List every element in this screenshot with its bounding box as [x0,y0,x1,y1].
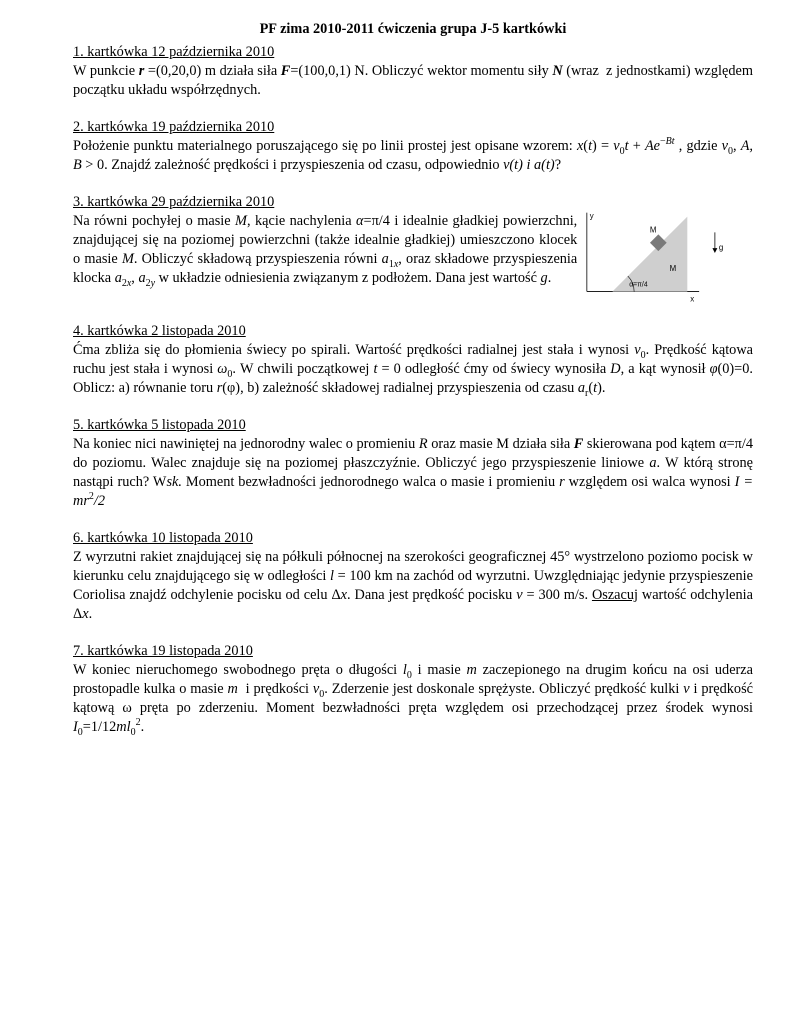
task-heading: 1. kartkówka 12 października 2010 [73,44,275,60]
task-body: Ćma zbliża się do płomienia świecy po spirali. Wartość prędkości radialnej jest stała i wynosi $v_0$. Prędkość kątowa ruchu jest stała i wynosi $\omega_0$. W chwili początkowej t = 0 odległość ćmy od świecy wynosiła D, a kąt wynosił φ(0)=0. Oblicz: a) równanie toru r(φ), b) zależność składowej radialnej przyspieszenia od czasu $a_r(t)$. [73,342,754,399]
task-3 [73,193,753,304]
document-page [73,20,753,755]
task-heading: 2. kartkówka 19 października 2010 [73,119,275,135]
gravity-arrow-head [713,248,718,253]
task-heading: 6. kartkówka 10 listopada 2010 [73,530,253,546]
y-axis-label: y [590,211,595,221]
angle-label: α=π/4 [629,281,648,289]
block-mass-label: M [650,225,657,235]
task-7 [73,642,753,737]
wedge-mass-label: M [669,263,677,273]
task-body: Na równi pochyłej o masie M, kącie nachylenia α=π/4 i idealnie gładkiej powierzchni, znajdującej się na poziomej powierzchni (także idealnie gładkiej) umieszczono klocek o masie M. Obliczyć składową przyspieszenia równi $a_{1x}$, oraz składowe przyspieszenia klocka $a_{2x}$, $a_{2y}$ w układzie odniesienia związanym z podłożem. Dana jest wartość g. [73,213,578,289]
task-2 [73,118,753,175]
task-body: W koniec nieruchomego swobodnego pręta o długości $l_0$ i masie m zaczepionego na drugim końcu na osi uderza prostopadle kulka o masie m i prędkości $v_0$. Zderzenie jest doskonale sprężyste. Obliczyć prędkość kulki v i prędkość kątową ω pręta po zderzeniu. Moment bezwładności pręta względem osi przechodzącej przez środek wynosi $I_0=1/12ml_0^2$. [73,662,753,738]
task-5 [73,416,753,511]
task-heading: 4. kartkówka 2 listopada 2010 [73,323,246,339]
task-6 [73,529,753,624]
document-title: PF zima 2010-2011 ćwiczenia grupa J-5 kartkówki [259,21,567,37]
task-1 [73,43,753,100]
task-body: Na koniec nici nawiniętej na jednorodny walec o promieniu R oraz masie M działa siła F skierowana pod kątem α=π/4 do poziomu. Walec znajduje się na poziomej płaszczyźnie. Obliczyć jego przyspieszenie liniowe a. W którą stronę nastąpi ruch? Wsk. Moment bezwładności jednorodnego walca o masie i promieniu r względem osi walca wynosi $I = mr^2/2$ [73,436,754,509]
task-4 [73,322,753,398]
task-heading: 3. kartkówka 29 października 2010 [73,194,275,210]
task-body: W punkcie r =(0,20,0) m działa siła F=(100,0,1) N. Obliczyć wektor momentu siły N (wraz z jednostkami) względem początku układu współrzędnych. [73,63,753,98]
position-formula: $x(t) = v_0t + Ae^{-Bt}$ [576,136,675,157]
task-heading: 5. kartkówka 5 listopada 2010 [73,417,246,433]
task-body: Z wyrzutni rakiet znajdującej się na półkuli północnej na szerokości geograficznej 45° wystrzelono poziomo pocisk w kierunku celu znajdującego się w odległości l = 100 km na zachód od wyrzutni. Uwzględniając jedynie przyspieszenie Coriolisa znajdź odchylenie pocisku od celu Δx. Dana jest prędkość pocisku v = 300 m/s. Oszacuj wartość odchylenia Δx. [73,549,753,622]
gravity-label: g [719,243,724,253]
x-axis-label: x [690,294,695,304]
incline-diagram [577,208,725,304]
task-heading: 7. kartkówka 19 listopada 2010 [73,643,253,659]
task-body: Położenie punktu materialnego poruszającego się po linii prostej jest opisane wzorem: $x(t) = v_0t + Ae^{-Bt}$ , gdzie $v_0$, A, B > 0. Znajdź zależność prędkości i przyspieszenia od czasu, odpowiednio v(t) i a(t)? [73,136,754,173]
